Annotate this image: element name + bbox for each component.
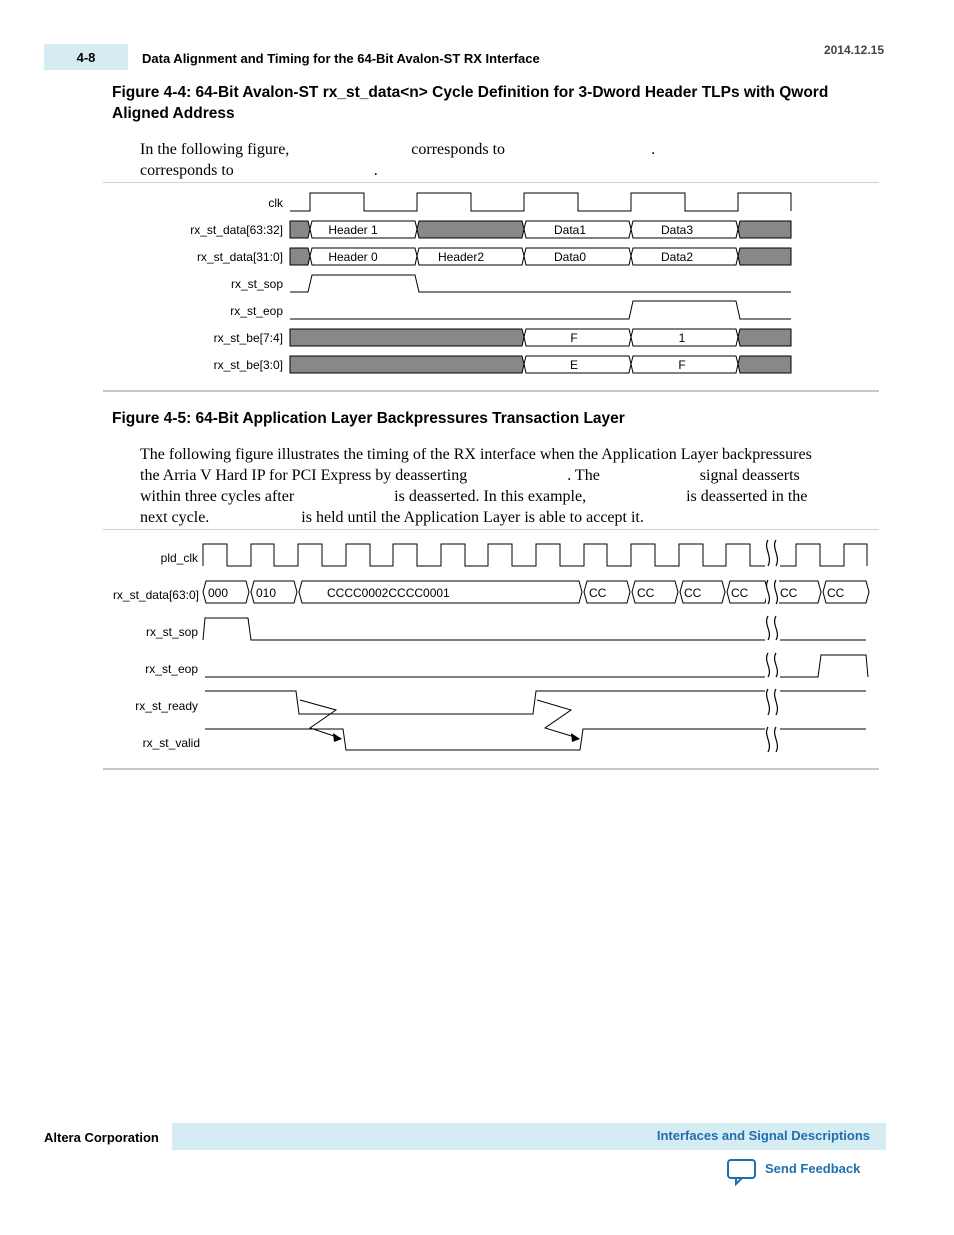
caption-text: . The [567, 467, 600, 484]
bus-segment [631, 221, 738, 238]
bus-idle [738, 221, 791, 238]
bus-value: 000 [208, 586, 229, 600]
break-mark [767, 727, 778, 752]
figure-rule [103, 182, 879, 183]
signal-label: rx_st_eop [230, 304, 283, 318]
eop-waveform [290, 301, 791, 319]
signal-label: rx_st_data[63:32] [190, 223, 283, 237]
break-mark [767, 689, 778, 715]
bus-value: F [570, 331, 578, 345]
bus-idle [290, 356, 524, 373]
bus-segment [299, 581, 582, 603]
caption-text: the Arria V Hard IP for PCI Express by deasserting [140, 467, 468, 484]
bus-segment [417, 248, 524, 265]
signal-label: clk [268, 196, 283, 210]
clk-waveform [290, 193, 791, 211]
arrow-head-icon [333, 733, 342, 742]
bus-value: Header2 [437, 250, 485, 264]
bus-segment [203, 581, 249, 603]
ready-waveform [205, 691, 765, 714]
caption-text: . [373, 162, 378, 179]
signal-label: rx_st_data[63:0] [112, 588, 199, 602]
caption-text: In the following figure, [140, 141, 290, 158]
bus-segment [524, 329, 631, 346]
bus-value: 1 [678, 331, 686, 345]
bus-value: Header 1 [328, 223, 378, 237]
feedback-icon[interactable] [727, 1158, 757, 1191]
bus-value: CC [731, 586, 749, 600]
bus-segment [251, 581, 297, 603]
figure-4-5-caption [140, 444, 860, 528]
bus-segment [631, 329, 738, 346]
revision-date: 2014.12.15 [823, 43, 884, 57]
caption-text: corresponds to [140, 162, 234, 179]
bus-idle [290, 221, 310, 238]
figure-4-4-caption [140, 139, 860, 181]
break-mark [767, 580, 778, 604]
bus-idle [290, 248, 310, 265]
bus-segment [680, 581, 725, 603]
bus-value: CC [827, 586, 845, 600]
caption-text: . [651, 141, 656, 158]
caption-text: within three cycles after [140, 488, 295, 505]
signal-label: rx_st_data[31:0] [196, 250, 283, 264]
bus-segment [823, 581, 869, 603]
bus-value: Data3 [660, 223, 694, 237]
signal-label: rx_st_sop [230, 277, 283, 291]
bus-value: CC [684, 586, 702, 600]
bus-segment [584, 581, 630, 603]
causality-arrow [537, 700, 578, 738]
bus-segment [310, 248, 417, 265]
bus-value: CC [589, 586, 607, 600]
footer-section-link[interactable]: Interfaces and Signal Descriptions [656, 1128, 870, 1143]
bus-segment [524, 356, 631, 373]
bus-segment [727, 581, 768, 603]
figure-rule [103, 768, 879, 770]
caption-text: corresponds to [411, 141, 506, 158]
bus-idle [738, 356, 791, 373]
bus-segment [775, 581, 821, 603]
signal-label: rx_st_be[7:4] [213, 331, 283, 345]
caption-text: signal deasserts [699, 467, 800, 484]
caption-text: is held until the Application Layer is able to accept it. [301, 509, 644, 526]
bus-segment [631, 356, 738, 373]
signal-label: rx_st_ready [135, 699, 198, 713]
bus-idle [738, 248, 791, 265]
pld-clk-waveform [780, 544, 867, 566]
send-feedback-link[interactable]: Send Feedback [765, 1161, 861, 1176]
eop-waveform [780, 655, 868, 677]
caption-text: The following figure illustrates the timing of the RX interface when the Application Layer backpressures [140, 446, 812, 463]
figure-4-5-title: Figure 4-5: 64-Bit Application Layer Backpressures Transaction Layer [112, 410, 625, 427]
footer-company: Altera Corporation [44, 1130, 159, 1145]
bus-segment [524, 248, 631, 265]
pld-clk-waveform [203, 544, 765, 566]
bus-value: 010 [256, 586, 277, 600]
bus-segment [631, 248, 738, 265]
break-mark [767, 653, 778, 677]
caption-text: is deasserted in the [686, 488, 808, 505]
causality-arrow [300, 700, 340, 738]
sop-waveform [203, 618, 765, 640]
bus-segment [632, 581, 678, 603]
bus-segment [524, 221, 631, 238]
break-mark [767, 616, 778, 640]
caption-text: is deasserted. In this example, [394, 488, 587, 505]
signal-label: rx_st_sop [145, 625, 198, 639]
running-header-title: Data Alignment and Timing for the 64-Bit Avalon-ST RX Interface [142, 51, 540, 66]
signal-label: rx_st_be[3:0] [213, 358, 283, 372]
valid-waveform [205, 729, 765, 750]
bus-value: CCCC0002CCCC0001 [327, 586, 450, 600]
figure-rule [103, 390, 879, 392]
bus-value: CC [780, 586, 798, 600]
signal-label: rx_st_eop [145, 662, 198, 676]
bus-idle [738, 329, 791, 346]
bus-value: Data1 [553, 223, 587, 237]
bus-value: Header 0 [328, 250, 378, 264]
bus-segment [310, 221, 417, 238]
bus-idle [290, 329, 524, 346]
signal-label: pld_clk [160, 551, 198, 565]
bus-value: Data2 [660, 250, 694, 264]
sop-waveform [290, 275, 791, 292]
page-number: 4-8 [76, 50, 96, 65]
caption-text: next cycle. [140, 509, 210, 526]
arrow-head-icon [571, 733, 580, 742]
figure-4-4-title: Figure 4-4: 64-Bit Avalon-ST rx_st_data<n> Cycle Definition for 3-Dword Header TLPs with Qword Aligned Address [112, 84, 829, 122]
bus-value: F [678, 358, 686, 372]
bus-value: Data0 [553, 250, 587, 264]
signal-label: rx_st_valid [142, 736, 200, 750]
figure-rule [103, 529, 879, 530]
bus-value: E [569, 358, 579, 372]
bus-idle [417, 221, 524, 238]
bus-value: CC [637, 586, 655, 600]
break-mark [767, 540, 778, 566]
